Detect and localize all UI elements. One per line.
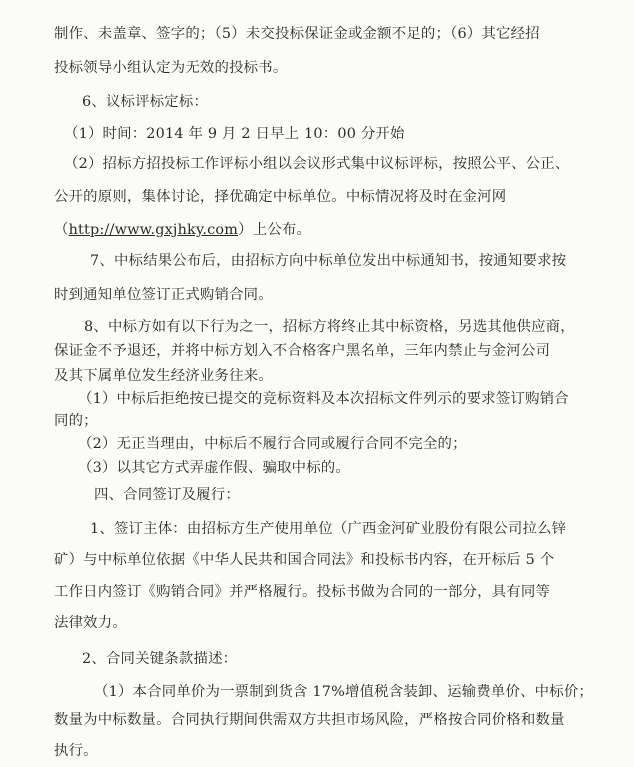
paren-open: （ <box>54 222 69 238</box>
text-line: （2）招标方招投标工作评标小组以会议形式集中议标评标，按照公平、公正、 <box>64 156 570 172</box>
text-line: 投标领导小组认定为无效的投标书。 <box>54 60 288 76</box>
text-line: 矿）与中标单位依据《中华人民共和国合同法》和投标书内容，在开标后 5 个 <box>54 552 555 568</box>
text-line: 法律效力。 <box>54 615 127 631</box>
url-suffix: ）上公布。 <box>238 222 312 238</box>
text-line: 数量为中标数量。合同执行期间供需双方共担市场风险，严格按合同价格和数量 <box>54 712 565 728</box>
text-line: 时到通知单位签订正式购销合同。 <box>54 287 273 303</box>
text-line: 公开的原则，集体讨论，择优确定中标单位。中标情况将及时在金河网 <box>54 189 507 205</box>
section-heading: 8、中标方如有以下行为之一，招标方将终止其中标资格，另选其他供应商， <box>84 319 575 335</box>
chapter-heading: 四、合同签订及履行： <box>94 487 240 503</box>
section-heading: 7、中标结果公布后，由招标方向中标单位发出中标通知书，按通知要求按 <box>90 253 567 269</box>
section-heading: 2、合同关键条款描述： <box>82 651 238 667</box>
text-line: 及其下属单位发生经济业务往来。 <box>54 368 273 384</box>
text-line: （1）本合同单价为一票制到货含 17%增值税含装卸、运输费单价、中标价； <box>94 684 594 700</box>
text-line: 制作、未盖章、签字的；（5）未交投标保证金或金额不足的；（6）其它经招 <box>54 26 540 42</box>
text-line: 工作日内签订《购销合同》并严格履行。投标书做为合同的一部分，具有同等 <box>54 584 551 600</box>
text-line: 执行。 <box>54 743 98 759</box>
text-line: 保证金不予退还，并将中标方划入不合格客户黑名单，三年内禁止与金河公司 <box>54 343 551 359</box>
section-heading: 1、签订主体：由招标方生产使用单位（广西金河矿业股份有限公司拉么锌 <box>90 521 567 537</box>
text-line: （1）中标后拒绝按已提交的竞标资料及本次招标文件列示的要求签订购销合 <box>78 391 569 407</box>
section-heading: 6、议标评标定标： <box>82 94 209 110</box>
text-line: 同的； <box>54 413 98 429</box>
website-link[interactable]: http://www.gxjhky.com <box>68 222 239 238</box>
text-line: （2）无正当理由，中标后不履行合同或履行合同不完全的； <box>78 436 467 452</box>
text-line: （1）时间：2014 年 9 月 2 日早上 10：00 分开始 <box>64 126 405 142</box>
url-line <box>54 220 634 240</box>
text-line: （3）以其它方式弄虚作假、骗取中标的。 <box>78 460 350 476</box>
